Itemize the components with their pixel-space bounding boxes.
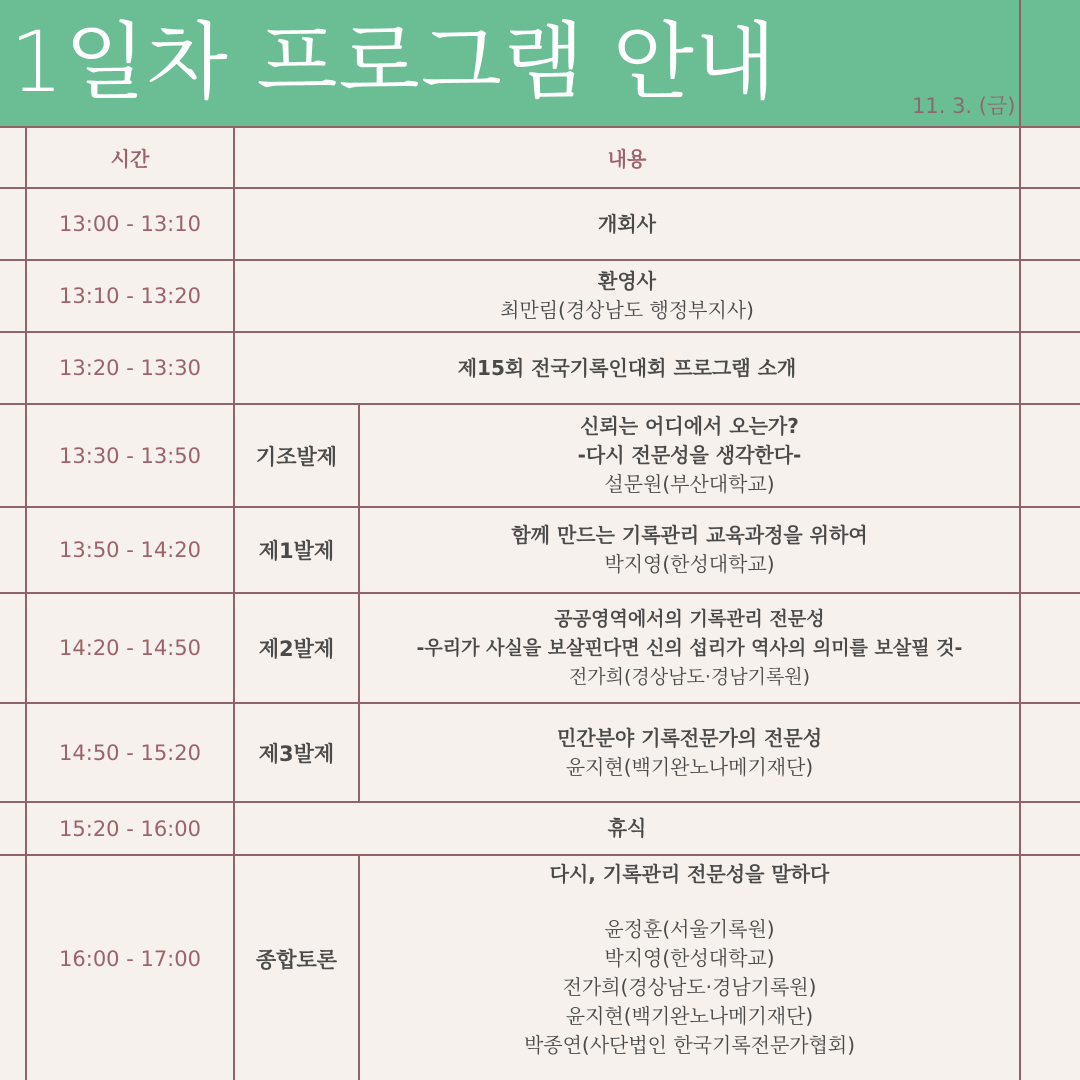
content-cell	[235, 803, 1019, 854]
time-cell: 14:20 - 14:50	[59, 636, 201, 660]
session-title: 민간분야 기록전문가의 전문성	[556, 725, 823, 750]
speaker: 전가희(경상남도·경남기록원)	[568, 665, 811, 688]
session-label: 기조발제	[255, 444, 338, 469]
session-subtitle: -다시 전문성을 생각한다-	[577, 443, 802, 467]
session-title: 제15회 전국기록인대회 프로그램 소개	[457, 355, 797, 380]
time-cell: 14:50 - 15:20	[59, 740, 201, 765]
session-label: 종합토론	[255, 948, 338, 972]
speaker: 설문원(부산대학교)	[604, 472, 775, 496]
session-label: 제2발제	[258, 637, 335, 661]
time-cell: 13:50 - 14:20	[59, 538, 201, 562]
column-divider	[1019, 0, 1021, 1080]
session-title: 공공영역에서의 기록관리 전문성	[554, 607, 825, 630]
content-cell	[235, 261, 1019, 331]
content-cell	[360, 405, 1019, 506]
speaker: 윤지현(백기완노나메기재단)	[565, 754, 814, 779]
header-banner	[0, 0, 1080, 127]
page-title: 1일차 프로그램 안내	[10, 13, 777, 111]
time-cell: 13:20 - 13:30	[59, 356, 201, 380]
panelist: 윤지현(백기완노나메기재단)	[565, 1004, 814, 1028]
session-title: 신뢰는 어디에서 오는가?	[580, 414, 799, 438]
column-header-content: 내용	[607, 147, 647, 171]
panelist: 전가희(경상남도·경남기록원)	[562, 975, 817, 999]
column-header-time: 시간	[110, 147, 150, 171]
time-cell: 13:00 - 13:10	[59, 212, 201, 236]
time-cell: 13:30 - 13:50	[59, 443, 201, 468]
content-cell	[235, 333, 1019, 403]
content-cell	[360, 508, 1019, 592]
content-cell	[235, 189, 1019, 259]
panelist: 박지영(한성대학교)	[604, 946, 775, 970]
panelist: 윤정훈(서울기록원)	[604, 917, 775, 941]
content-cell	[360, 860, 1019, 1060]
speaker: 박지영(한성대학교)	[604, 552, 775, 576]
session-label: 제3발제	[258, 741, 335, 766]
session-title: 환영사	[598, 269, 656, 293]
time-cell: 16:00 - 17:00	[59, 947, 201, 971]
panelist: 박종연(사단법인 한국기록전문가협회)	[523, 1033, 856, 1057]
session-title: 다시, 기록관리 전문성을 말하다	[549, 862, 830, 886]
session-title: 휴식	[607, 816, 647, 840]
time-cell: 13:10 - 13:20	[59, 284, 201, 308]
session-label: 제1발제	[258, 539, 335, 563]
session-title: 함께 만드는 기록관리 교육과정을 위하여	[511, 523, 868, 547]
session-title: 개회사	[598, 211, 656, 236]
content-cell	[360, 704, 1019, 801]
speaker: 최만림(경상남도 행정부지사)	[500, 298, 754, 322]
event-date: 11. 3. (금)	[912, 94, 1016, 118]
session-subtitle: -우리가 사실을 보살핀다면 신의 섭리가 역사의 의미를 보살필 것-	[416, 636, 963, 659]
content-cell	[360, 594, 1019, 702]
time-cell: 15:20 - 16:00	[59, 816, 201, 841]
